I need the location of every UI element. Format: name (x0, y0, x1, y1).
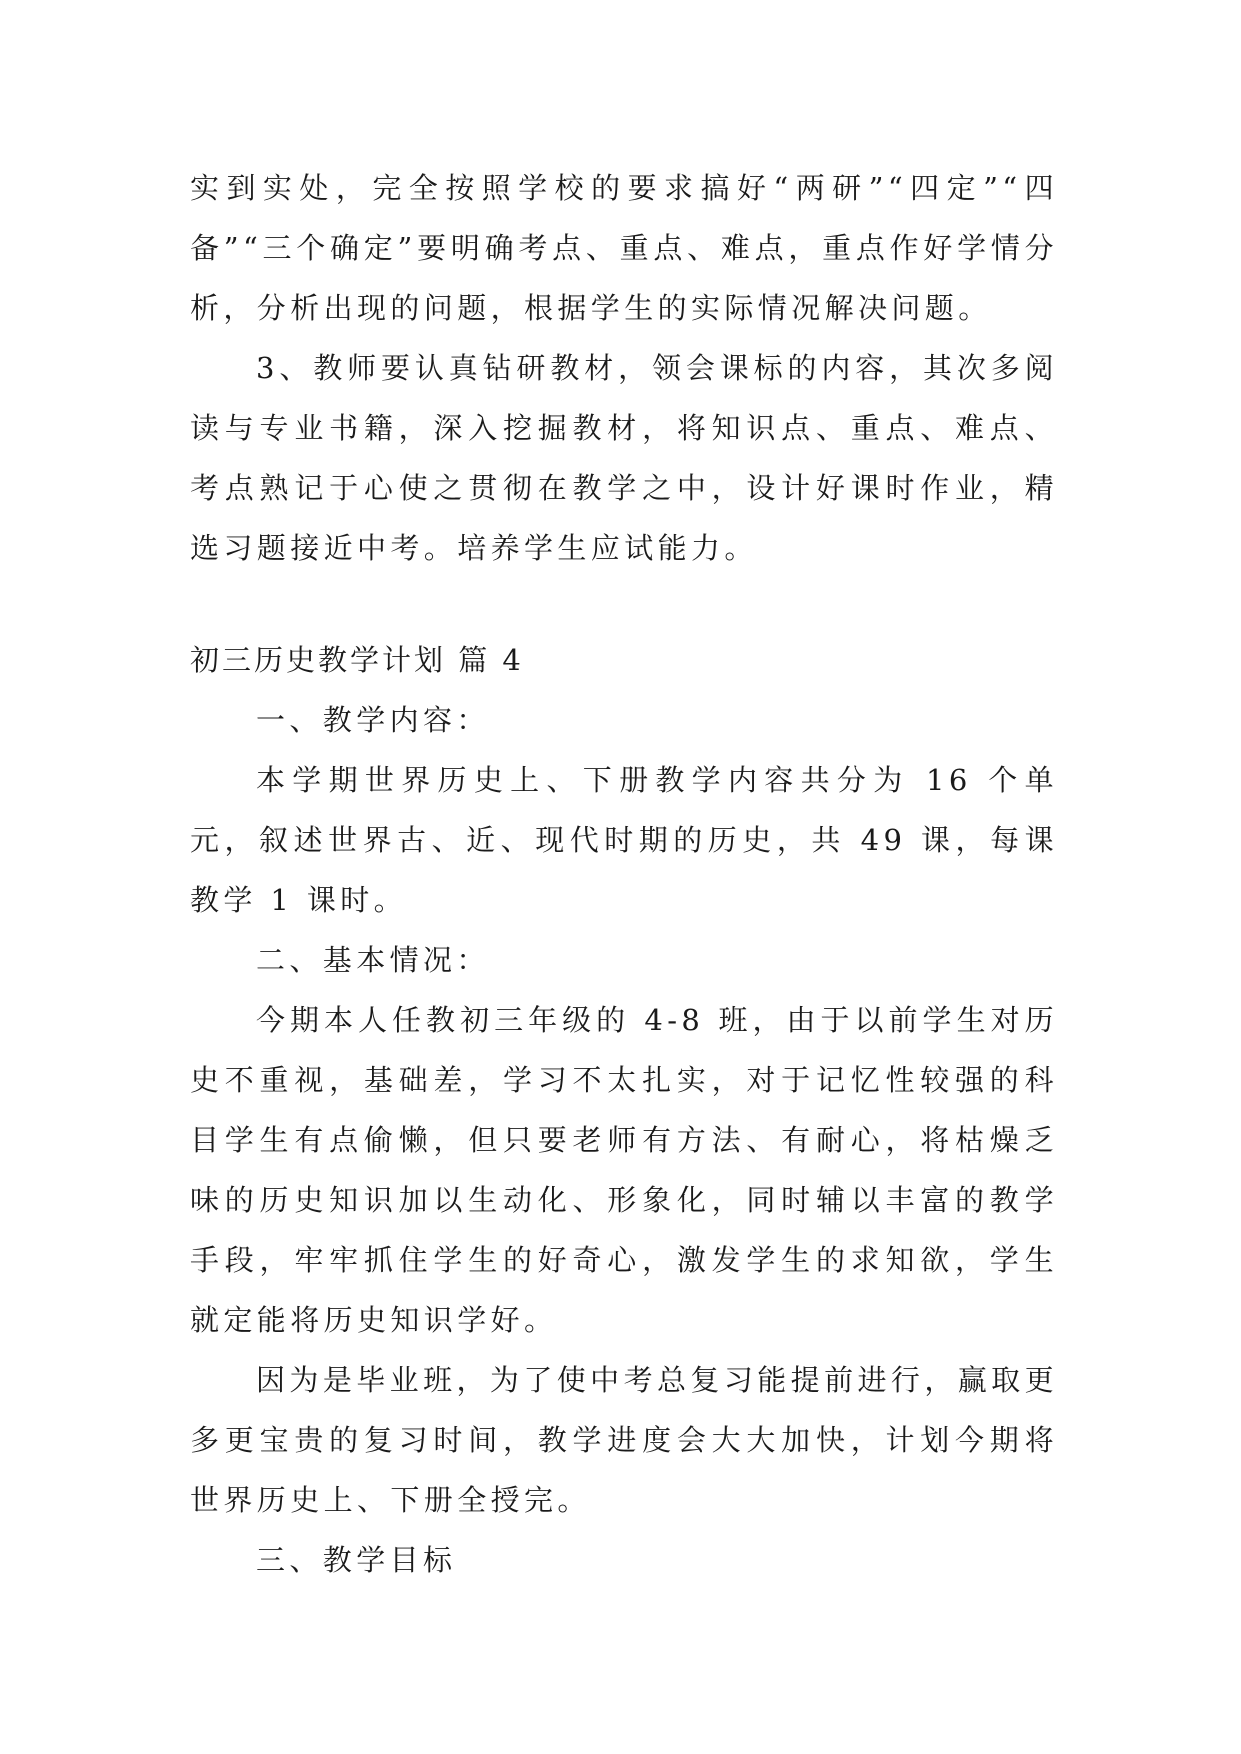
section-title: 初三历史教学计划 篇 4 (190, 643, 524, 677)
paragraph-graduating-class: 因为是毕业班，为了使中考总复习能提前进行，赢取更多更宝贵的复习时间，教学进度会大大加快，计划今期将世界历史上、下册全授完。 (190, 1363, 1058, 1517)
subheading-basic-situation: 二、基本情况： (256, 943, 490, 977)
paragraph-basic-situation: 今期本人任教初三年级的 4-8 班，由于以前学生对历史不重视，基础差，学习不太扎实，对于记忆性较强的科目学生有点偷懒，但只要老师有方法、有耐心，将枯燥乏味的历史知识加以生动化、形象化，同时辅以丰富的教学手段，牢牢抓住学生的好奇心，激发学生的求知欲，学生就定能将历史知识学好。 (190, 1003, 1058, 1337)
subheading-teaching-goals: 三、教学目标 (256, 1543, 457, 1577)
paragraph-continuation: 实到实处，完全按照学校的要求搞好“两研”“四定”“四备”“三个确定”要明确考点、重点、难点，重点作好学情分析，分析出现的问题，根据学生的实际情况解决问题。 (190, 171, 1058, 325)
subheading-teaching-content: 一、教学内容： (256, 703, 490, 737)
paragraph-item-3: 3、教师要认真钻研教材，领会课标的内容，其次多阅读与专业书籍，深入挖掘教材，将知识点、重点、难点、考点熟记于心使之贯彻在教学之中，设计好课时作业，精选习题接近中考。培养学生应试能力。 (190, 351, 1058, 565)
document-body (190, 158, 1058, 1590)
paragraph-teaching-content: 本学期世界历史上、下册教学内容共分为 16 个单元，叙述世界古、近、现代时期的历史，共 49 课，每课教学 1 课时。 (190, 763, 1058, 917)
